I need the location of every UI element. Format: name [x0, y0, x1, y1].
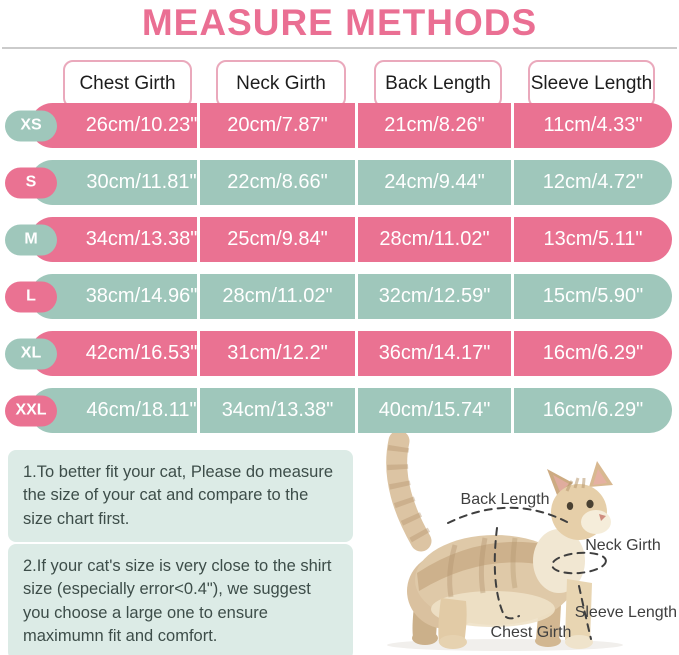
table-row-s — [0, 160, 679, 205]
measurement-cell: 36cm/14.17" — [355, 331, 511, 376]
measurement-cell: 15cm/5.90" — [511, 274, 672, 319]
measurement-cell: 34cm/13.38" — [197, 388, 355, 433]
row-bar — [30, 217, 672, 262]
table-row-xxl — [0, 388, 679, 433]
note-2: 2.If your cat's size is very close to the shirt size (especially error<0.4"), we suggest you choose a large one to ensure maximumn fit and comfort. — [8, 544, 353, 655]
measurement-cell: 31cm/12.2" — [197, 331, 355, 376]
cat-eye — [586, 500, 593, 508]
sleeve-length-label: Sleeve Length — [574, 604, 677, 621]
measurement-cell: 13cm/5.11" — [511, 217, 672, 262]
column-header-back-length: Back Length — [374, 60, 502, 108]
measurement-cell: 28cm/11.02" — [355, 217, 511, 262]
measurement-cell: 12cm/4.72" — [511, 160, 672, 205]
row-bar — [30, 103, 672, 148]
measurement-cell: 38cm/14.96" — [85, 285, 198, 307]
cat-eye — [567, 502, 573, 510]
size-badge: XL — [5, 338, 57, 369]
measurement-cell: 30cm/11.81" — [86, 171, 197, 193]
page-title: MEASURE METHODS — [141, 2, 538, 43]
measurement-cell: 24cm/9.44" — [355, 160, 511, 205]
measurement-cell: 22cm/8.66" — [197, 160, 355, 205]
row-bar — [30, 331, 672, 376]
measurement-cell: 16cm/6.29" — [511, 388, 672, 433]
size-table — [0, 103, 679, 445]
measurement-cell: 20cm/7.87" — [197, 103, 355, 148]
measurement-cell: 28cm/11.02" — [197, 274, 355, 319]
measurement-cell: 42cm/16.53" — [85, 342, 198, 364]
table-row-xl — [0, 331, 679, 376]
table-row-l — [0, 274, 679, 319]
measurement-cell: 16cm/6.29" — [511, 331, 672, 376]
neck-girth-label: Neck Girth — [585, 537, 661, 554]
measurement-cell: 11cm/4.33" — [511, 103, 672, 148]
chest-girth-label: Chest Girth — [490, 624, 572, 641]
measurement-cell: 25cm/9.84" — [197, 217, 355, 262]
column-header-sleeve-length: Sleeve Length — [528, 60, 655, 108]
back-length-line — [448, 508, 567, 523]
size-badge: S — [5, 167, 57, 198]
size-badge: XS — [5, 110, 57, 141]
table-row-xs — [0, 103, 679, 148]
size-badge: XXL — [5, 395, 57, 426]
row-bar — [30, 388, 672, 433]
row-bar — [30, 274, 672, 319]
cat-measurement-diagram — [355, 433, 679, 655]
size-badge: L — [5, 281, 57, 312]
size-badge: M — [5, 224, 57, 255]
row-bar — [30, 160, 672, 205]
cat-tail — [397, 441, 421, 541]
column-header-chest-girth: Chest Girth — [63, 60, 192, 108]
measurement-cell: 26cm/10.23" — [85, 114, 198, 136]
measurement-cell: 21cm/8.26" — [355, 103, 511, 148]
measurement-cell: 34cm/13.38" — [85, 228, 198, 250]
measurement-cell: 32cm/12.59" — [355, 274, 511, 319]
note-1: 1.To better fit your cat, Please do measure the size of your cat and compare to the size chart first. — [8, 450, 353, 542]
title-divider — [2, 47, 677, 49]
measurement-cell: 46cm/18.11" — [86, 399, 197, 421]
back-length-label: Back Length — [460, 491, 550, 508]
column-header-neck-girth: Neck Girth — [216, 60, 346, 108]
measurement-cell: 40cm/15.74" — [355, 388, 511, 433]
cat-head — [547, 461, 613, 540]
table-row-m — [0, 217, 679, 262]
